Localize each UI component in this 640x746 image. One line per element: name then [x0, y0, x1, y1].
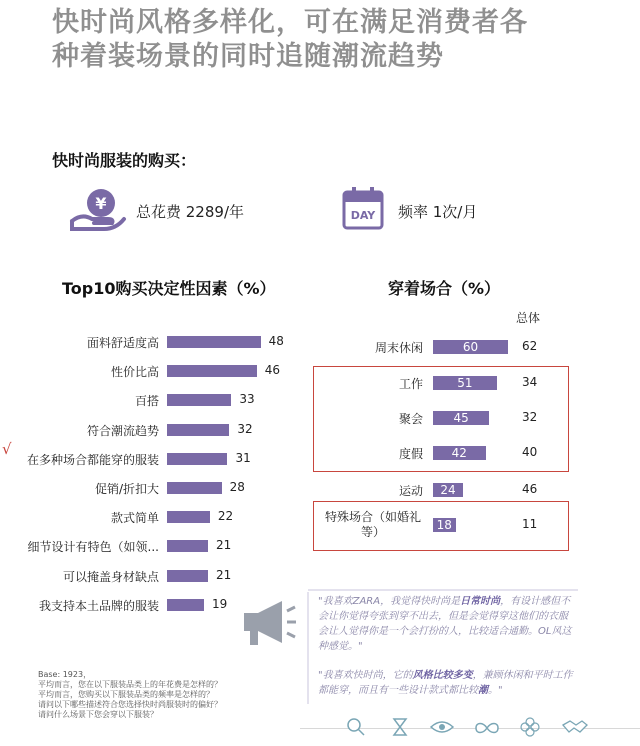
purchase-subheading: 快时尚服装的购买： — [52, 151, 197, 170]
occasion-bar-value: 60 — [462, 340, 479, 354]
factor-value: 31 — [235, 450, 251, 465]
quote-zara — [318, 594, 574, 654]
base-note: 请问以下哪些描述符合您选择快时尚服装时的偏好？ — [38, 700, 222, 709]
occasion-total: 40 — [522, 445, 538, 459]
factor-label: 促销/折扣大 — [94, 482, 159, 496]
factor-bar — [167, 599, 204, 611]
base-notes — [38, 670, 222, 720]
factor-bar — [167, 394, 231, 406]
factor-label: 百搭 — [134, 394, 159, 409]
infinity-icon — [474, 720, 500, 739]
occasion-label: 运动 — [398, 484, 423, 498]
base-note: 请问什么场景下您会穿以下服装？ — [38, 710, 158, 719]
svg-text:¥: ¥ — [95, 194, 107, 213]
occasion-total: 62 — [522, 339, 538, 353]
quote-style-emphasis: 风格比较多变 — [412, 670, 473, 681]
purchase-frequency: 频率 1次/月 — [398, 203, 478, 221]
hourglass-icon — [390, 717, 410, 741]
factor-value: 19 — [212, 596, 228, 611]
factor-value: 21 — [215, 538, 232, 553]
factor-label: 面料舒适度高 — [86, 336, 159, 350]
occasion-total: 46 — [522, 482, 538, 496]
factor-bar — [167, 511, 210, 523]
check-mark: √ — [2, 440, 12, 458]
occasion-total: 32 — [522, 410, 538, 424]
factors-chart-title: Top10购买决定性因素（%） — [62, 279, 276, 298]
occasion-bar-value: 18 — [436, 518, 452, 532]
occasion-bar-value: 45 — [453, 411, 469, 425]
occasion-bar-value: 42 — [451, 446, 467, 460]
factor-bar — [167, 365, 257, 377]
base-note: Base: 1923， — [38, 670, 92, 679]
quote-style-mid: ，兼顾休闲和平时工作都能穿，而且有一些设计款式都比较 — [318, 670, 573, 696]
factor-label: 性价比高 — [110, 365, 159, 380]
base-note: 平均而言，您在以下服装品类上的年花费是怎样的？ — [38, 680, 222, 689]
occasion-label: 特殊场合（如婚礼等） — [324, 510, 421, 539]
magnifier-icon — [346, 717, 366, 741]
factor-value: 28 — [229, 480, 245, 494]
occasion-bar-value: 51 — [457, 376, 473, 390]
megaphone-icon — [238, 597, 298, 649]
occasion-total: 11 — [522, 517, 538, 531]
factor-value: 32 — [237, 421, 253, 436]
quote-zara-emphasis: 日常时尚 — [460, 596, 501, 607]
occasion-label: 度假 — [398, 447, 423, 461]
factor-label: 我支持本土品牌的服装 — [38, 598, 159, 613]
occasion-label: 周末休闲 — [374, 341, 423, 355]
base-note: 平均而言，您购买以下服装品类的频率是怎样的？ — [38, 690, 214, 699]
factor-bar — [167, 424, 229, 436]
occasion-label: 聚会 — [398, 412, 423, 426]
factor-value: 46 — [264, 363, 280, 378]
quote-style-emphasis-2: 潮 — [478, 685, 488, 696]
calendar-icon — [342, 186, 384, 230]
handshake-icon — [562, 719, 588, 739]
occasion-total: 34 — [522, 375, 538, 389]
factor-bar — [167, 336, 261, 348]
factor-value: 48 — [268, 334, 284, 348]
quote-style-pre: "我喜欢快时尚，它的 — [318, 670, 413, 681]
money-icon — [68, 185, 128, 233]
calendar-day-label: DAY — [350, 209, 376, 222]
occasion-bar-value: 24 — [440, 483, 456, 497]
quote-zara-pre: "我喜欢ZARA，我觉得快时尚是 — [318, 596, 461, 607]
factor-value: 21 — [215, 567, 232, 582]
page-title — [52, 6, 612, 74]
factor-bar — [167, 540, 208, 552]
factor-label: 细节设计有特色（如领... — [27, 540, 159, 555]
factor-value: 22 — [217, 509, 234, 524]
total-column-header: 总体 — [516, 311, 541, 325]
factor-value: 33 — [239, 392, 255, 407]
occasion-chart-title: 穿着场合（%） — [388, 279, 501, 298]
flower-icon — [520, 717, 540, 741]
factor-label: 符合潮流趋势 — [86, 423, 159, 438]
factor-bar — [167, 453, 227, 465]
title-line-2: 种着装场景的同时追随潮流趋势 — [52, 41, 444, 72]
factor-bar — [167, 482, 222, 494]
title-line-1: 快时尚风格多样化，可在满足消费者各 — [52, 7, 528, 38]
quote-style — [318, 668, 574, 698]
factor-label: 款式简单 — [110, 511, 159, 526]
eye-icon — [430, 719, 454, 739]
quote-zara-post: ，有设计感但不会让你觉得夸张到穿不出去，但是会觉得穿这他们的衣服会让人觉得你是一个会打扮的人，比较适合通勤。OL风这种感觉。" — [318, 596, 572, 652]
occasion-label: 工作 — [398, 377, 423, 391]
total-spend: 总花费 2289/年 — [136, 203, 244, 221]
factor-label: 可以掩盖身材缺点 — [62, 569, 159, 584]
factor-bar — [167, 570, 208, 582]
quote-style-post: 。" — [488, 685, 503, 696]
factor-label: 在多种场合都能穿的服装 — [26, 452, 159, 467]
